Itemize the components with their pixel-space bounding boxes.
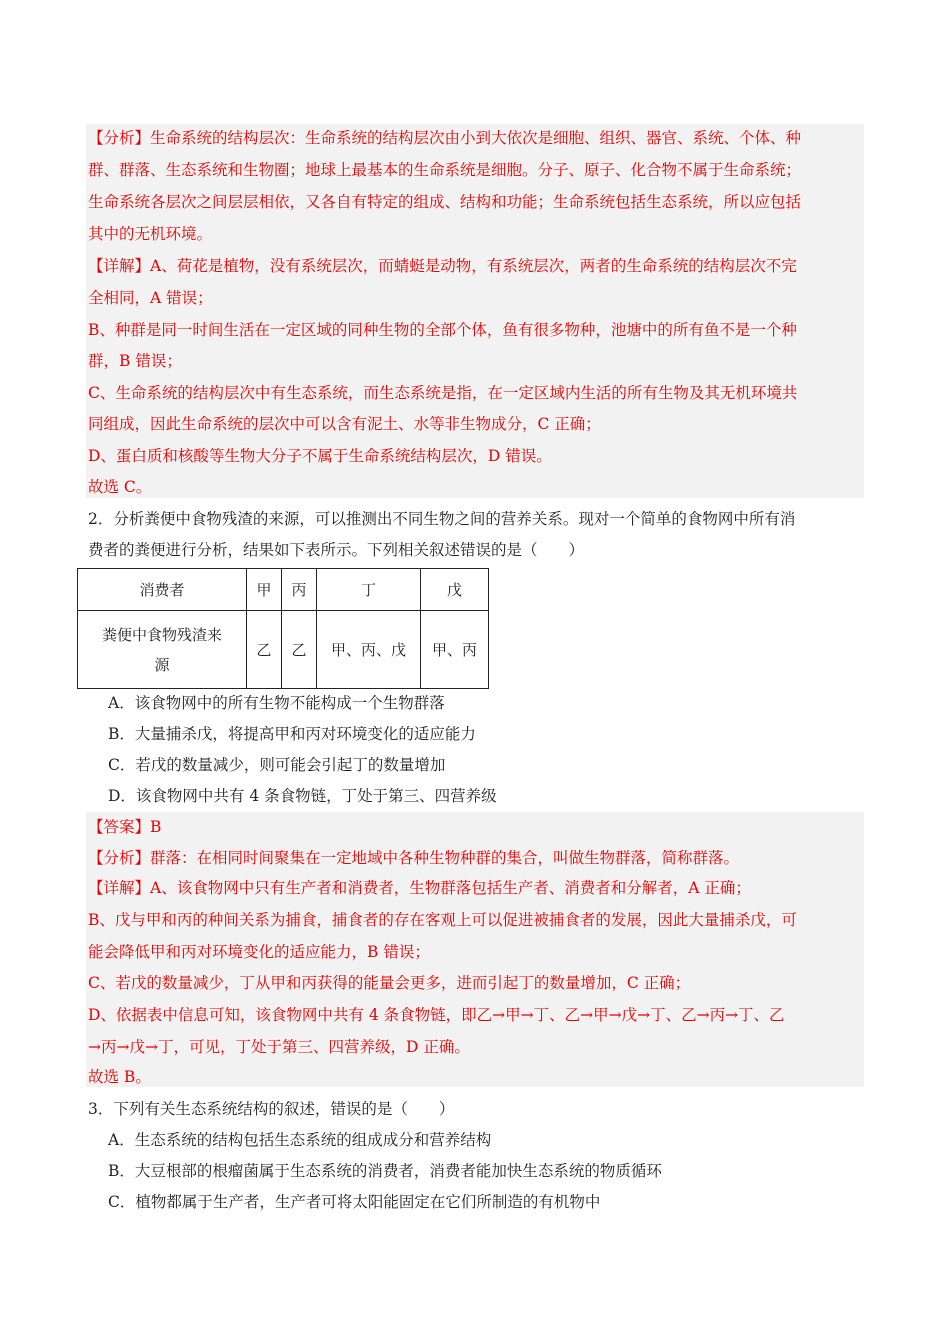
detail-1-line: B、种群是同一时间生活在一定区域的同种生物的全部个体，鱼有很多物种，池塘中的所有鱼不是一个种 <box>88 321 797 339</box>
row-label-line: 源 <box>154 655 170 674</box>
question-3-option-b: B．大豆根部的根瘤菌属于生态系统的消费者，消费者能加快生态系统的物质循环 <box>108 1162 662 1180</box>
table-header-row <box>78 569 489 611</box>
answer-2: 【答案】B <box>88 818 162 836</box>
detail-1-line: 同组成，因此生命系统的层次中可以含有泥土、水等非生物成分，C 正确； <box>88 415 601 433</box>
question-3-option-a: A．生态系统的结构包括生态系统的组成成分和营养结构 <box>108 1131 492 1149</box>
detail-2-line: D、依据表中信息可知，该食物网中共有 4 条食物链，即乙→甲→丁、乙→甲→戊→丁、乙→丙→丁、乙 <box>88 1006 785 1024</box>
answer-analysis-block-1 <box>86 124 864 498</box>
table-header-cell: 丁 <box>317 569 421 611</box>
table-cell: 甲、丙、戊 <box>317 611 421 689</box>
table-cell: 乙 <box>247 611 282 689</box>
table-header-cell: 戊 <box>421 569 489 611</box>
detail-1-line: 【详解】A、荷花是植物，没有系统层次，而蜻蜓是动物，有系统层次，两者的生命系统的结构层次不完 <box>88 257 797 275</box>
table-cell: 甲、丙 <box>421 611 489 689</box>
question-2-option-b: B．大量捕杀戊，将提高甲和丙对环境变化的适应能力 <box>108 725 476 743</box>
conclusion-2: 故选 B。 <box>88 1068 151 1086</box>
question-3-option-c: C．植物都属于生产者，生产者可将太阳能固定在它们所制造的有机物中 <box>108 1193 601 1211</box>
table-row-label <box>78 611 247 689</box>
table-cell: 乙 <box>282 611 317 689</box>
detail-2-line: →丙→戊→丁，可见，丁处于第三、四营养级，D 正确。 <box>88 1038 470 1056</box>
detail-2-line: C、若戊的数量减少，丁从甲和丙获得的能量会更多，进而引起丁的数量增加，C 正确； <box>88 974 691 992</box>
detail-2-line: B、戊与甲和丙的种间关系为捕食，捕食者的存在客观上可以促进被捕食者的发展，因此大量捕杀戊，可 <box>88 911 797 929</box>
detail-1-line: 群，B 错误； <box>88 352 182 370</box>
question-2-option-a: A．该食物网中的所有生物不能构成一个生物群落 <box>108 694 445 712</box>
detail-1-line: C、生命系统的结构层次中有生态系统，而生态系统是指，在一定区域内生活的所有生物及其无机环境共 <box>88 384 798 402</box>
table-header-cell: 甲 <box>247 569 282 611</box>
detail-1-line: 全相同，A 错误； <box>88 289 213 307</box>
question-2-stem: 费者的粪便进行分析，结果如下表所示。下列相关叙述错误的是（ ） <box>88 541 585 559</box>
detail-2-line: 【详解】A、该食物网中只有生产者和消费者，生物群落包括生产者、消费者和分解者，A 正确； <box>88 879 751 897</box>
table-header-cell: 消费者 <box>78 569 247 611</box>
detail-1-line: D、蛋白质和核酸等生物大分子不属于生命系统结构层次，D 错误。 <box>88 447 552 465</box>
row-label-line: 粪便中食物残渣来 <box>101 625 222 644</box>
question-3-stem: 3．下列有关生态系统结构的叙述，错误的是（ ） <box>88 1100 455 1118</box>
feces-analysis-table <box>77 568 489 689</box>
question-2-option-d: D．该食物网中共有 4 条食物链，丁处于第三、四营养级 <box>108 787 497 805</box>
table-row <box>78 611 489 689</box>
question-2-option-c: C．若戊的数量减少，则可能会引起丁的数量增加 <box>108 756 446 774</box>
analysis-1-line: 群、群落、生态系统和生物圈；地球上最基本的生命系统是细胞。分子、原子、化合物不属于生命系统； <box>88 161 802 179</box>
table-header-cell: 丙 <box>282 569 317 611</box>
conclusion-1: 故选 C。 <box>88 478 152 496</box>
detail-2-line: 能会降低甲和丙对环境变化的适应能力，B 错误； <box>88 943 430 961</box>
analysis-2: 【分析】群落：在相同时间聚集在一定地域中各种生物种群的集合，叫做生物群落，简称群落。 <box>88 849 740 867</box>
analysis-1-line: 其中的无机环境。 <box>88 225 213 243</box>
analysis-1-line: 【分析】生命系统的结构层次：生命系统的结构层次由小到大依次是细胞、组织、器官、系统、个体、种 <box>88 129 802 147</box>
question-2-stem: 2．分析粪便中食物残渣的来源，可以推测出不同生物之间的营养关系。现对一个简单的食物网中所有消 <box>88 510 796 528</box>
analysis-1-line: 生命系统各层次之间层层相依，又各自有特定的组成、结构和功能；生命系统包括生态系统，所以应包括 <box>88 193 802 211</box>
